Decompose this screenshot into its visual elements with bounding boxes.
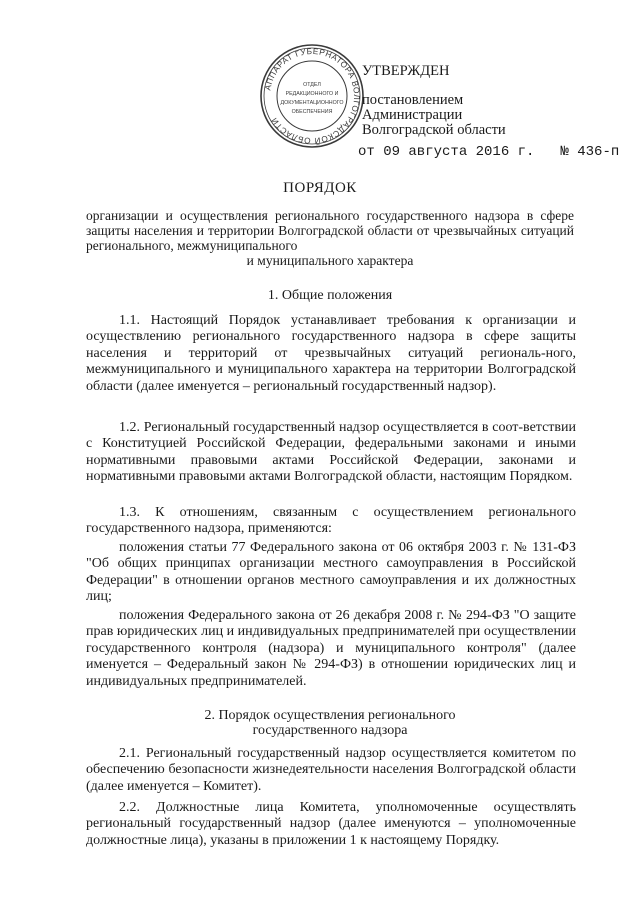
paragraph-2-1: 2.1. Региональный государственный надзор осуществляется комитетом по обеспечению безопасности жизнедеятельности населения Волгоградской области (далее именуется – Комитет). [86, 746, 576, 794]
section-heading-line: государственного надзора [252, 723, 408, 738]
section-heading: 1. Общие положения [267, 288, 393, 303]
section-heading-line: 2. Порядок осуществления регионального [204, 708, 456, 723]
subtitle-text: организации и осуществления регионального государственного надзора в сфере защиты населения и территории Волгоградской области от чрезвычайных ситуаций регионального, межмуниципального [86, 208, 574, 253]
approved-by-line: постановлением [362, 92, 464, 108]
stamp-center-line: ДОКУМЕНТАЦИОННОГО [280, 100, 344, 106]
approved-by-line: Волгоградской области [362, 122, 506, 138]
approval-block [362, 64, 506, 138]
stamp-center-line: ОТДЕЛ [303, 82, 321, 88]
decree-number: № 436-п [560, 144, 620, 160]
stamp-ring-text: АППАРАТ ГУБЕРНАТОРА ВОЛГОГРАДСКОЙ ОБЛАСТИ [263, 46, 362, 146]
paragraph-1-3-b: положения Федерального закона от 26 декабря 2008 г. № 294-ФЗ "О защите прав юридических лиц и индивидуальных предпринимателей при осуществлении государственного контроля (надзора) и муниципального контроля" (далее именуется – Федеральный закон № 294-ФЗ) в отношении юридических лиц и индивидуальных предпринимателей. [86, 608, 576, 689]
subtitle-last-line: и муниципального характера [246, 253, 414, 268]
decree-date-number [358, 144, 619, 160]
paragraph-1-3-a: положения статьи 77 Федерального закона от 06 октября 2003 г. № 131-ФЗ "Об общих принципах организации местного самоуправления в Российской Федерации" в отношении органов местного самоуправления и их должностных лиц; [86, 540, 576, 605]
section-heading [86, 708, 574, 738]
document-title: ПОРЯДОК [283, 180, 357, 196]
approved-label: УТВЕРЖДЕН [362, 63, 450, 79]
stamp-center-line: ОБЕСПЕЧЕНИЯ [291, 109, 333, 115]
stamp-center-line: РЕДАКЦИОННОГО И [285, 91, 339, 97]
paragraph-1-3: 1.3. К отношениям, связанным с осуществлением регионального государственного надзора, применяются: [86, 505, 576, 537]
document-subtitle [86, 208, 574, 268]
approved-by-line: Администрации [362, 107, 463, 123]
paragraph-2-2: 2.2. Должностные лица Комитета, уполномоченные осуществлять региональный государственный надзор (далее именуются – уполномоченные должностные лица), указаны в приложении 1 к настоящему Порядку. [86, 800, 576, 848]
paragraph-1-2: 1.2. Региональный государственный надзор осуществляется в соот-ветствии с Конституцией Российской Федерации, федеральными законами и иными нормативными правовыми актами Российской Федерации, законами и нормативными правовыми актами Волгоградской области, настоящим Порядком. [86, 420, 576, 485]
decree-date: от 09 августа 2016 г. [358, 144, 535, 160]
official-stamp [258, 42, 366, 150]
paragraph-1-1: 1.1. Настоящий Порядок устанавливает требования к организации и осуществлению регионального государственного надзора в сфере защиты населения и территорий от чрезвычайных ситуаций региональ-ного, межмуниципального и муниципального характера на территории Волгоградской области (далее именуется – региональный государственный надзор). [86, 313, 576, 394]
